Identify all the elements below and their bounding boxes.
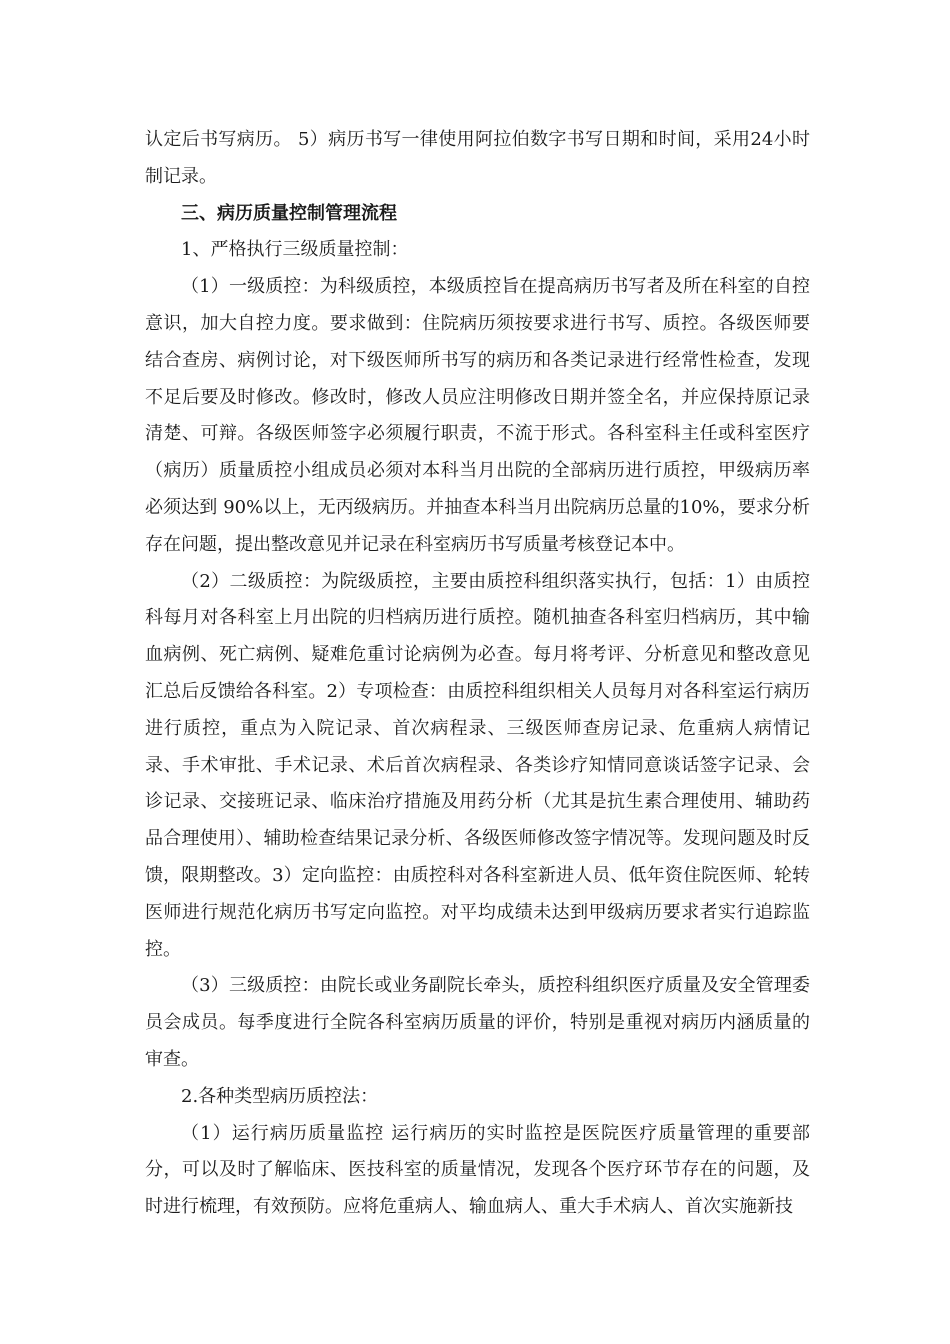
document-body (145, 122, 810, 1226)
paragraph-level-2-qc: （2）二级质控：为院级质控，主要由质控科组织落实执行，包括：1）由质控科每月对各科室上月出院的归档病历进行质控。随机抽查各科室归档病历，其中输血病例、死亡病例、疑难危重讨论病例为必查。每月将考评、分析意见和整改意见汇总后反馈给各科室。2）专项检查：由质控科组织相关人员每月对各科室运行病历进行质控，重点为入院记录、首次病程录、三级医师查房记录、危重病人病情记录、手术审批、手术记录、术后首次病程录、各类诊疗知情同意谈话签字记录、会诊记录、交接班记录、临床治疗措施及用药分析（尤其是抗生素合理使用、辅助药品合理使用）、辅助检查结果记录分析、各级医师修改签字情况等。发现问题及时反馈，限期整改。3）定向监控：由质控科对各科室新进人员、低年资住院医师、轮转医师进行规范化病历书写定向监控。对平均成绩未达到甲级病历要求者实行追踪监控。 (145, 570, 810, 960)
subsection-title: 1、严格执行三级质量控制： (181, 239, 409, 261)
paragraph-running-records: （1）运行病历质量监控 运行病历的实时监控是医院医疗质量管理的重要部分，可以及时了解临床、医技科室的质量情况，发现各个医疗环节存在的问题，及时进行梳理，有效预防。应将危重病人、输血病人、重大手术病人、首次实施新技 (145, 1122, 810, 1218)
paragraph-level-3-qc: （3）三级质控：由院长或业务副院长牵头，质控科组织医疗质量及安全管理委员会成员。每季度进行全院各科室病历质量的评价，特别是重视对病历内涵质量的审查。 (145, 975, 810, 1070)
section-heading: 三、病历质量控制管理流程 (181, 202, 397, 224)
subsection-title-2: 2.各种类型病历质控法： (181, 1085, 379, 1107)
paragraph-continuation: 认定后书写病历。 5）病历书写一律使用阿拉伯数字书写日期和时间，采用24小时制记录。 (145, 129, 810, 187)
paragraph-level-1-qc: （1）一级质控：为科级质控，本级质控旨在提高病历书写者及所在科室的自控意识，加大自控力度。要求做到：住院病历须按要求进行书写、质控。各级医师要结合查房、病例讨论，对下级医师所书写的病历和各类记录进行经常性检查，发现不足后要及时修改。修改时，修改人员应注明修改日期并签全名，并应保持原记录清楚、可辩。各级医师签字必须履行职责，不流于形式。各科室科主任或科室医疗（病历）质量质控小组成员必须对本科当月出院的全部病历进行质控，甲级病历率必须达到 90%以上，无丙级病历。并抽查本科当月出院病历总量的10%，要求分析存在问题，提出整改意见并记录在科室病历书写质量考核登记本中。 (145, 276, 810, 555)
